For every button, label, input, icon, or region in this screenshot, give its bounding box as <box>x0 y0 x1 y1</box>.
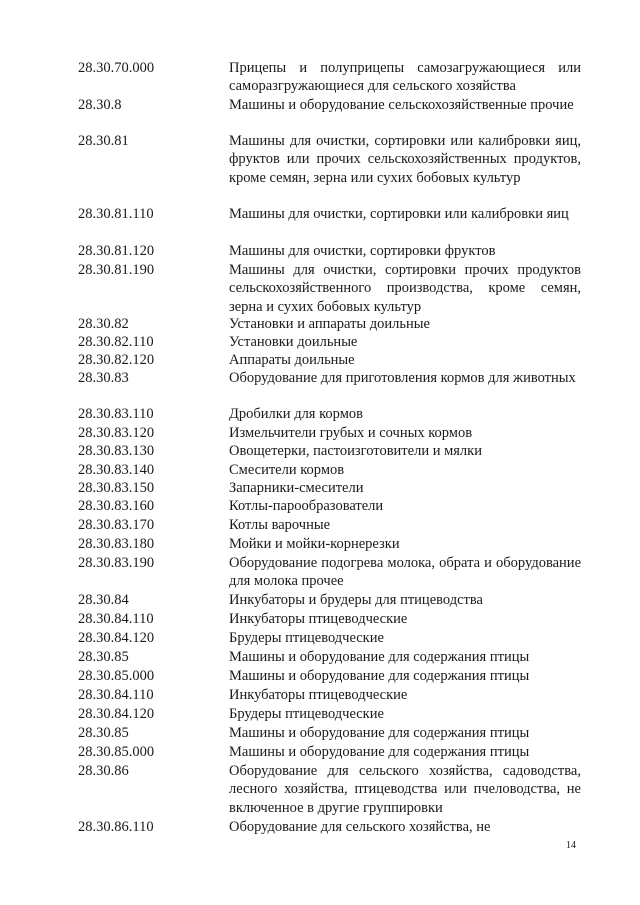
row-description: Машины и оборудование для содержания птицы <box>229 668 530 684</box>
row-code: 28.30.81.110 <box>78 206 154 222</box>
row-code: 28.30.83.140 <box>78 462 155 478</box>
row-description: Дробилки для кормов <box>229 406 363 422</box>
row-code: 28.30.83.130 <box>78 443 155 459</box>
row-code: 28.30.8 <box>78 97 122 113</box>
row-code: 28.30.86 <box>78 763 129 779</box>
row-description: Машины и оборудование для содержания птицы <box>229 744 530 760</box>
row-code: 28.30.84.120 <box>78 630 155 646</box>
row-description: Машины для очистки, сортировки или калибровки яиц, фруктов или прочих сельскохозяйственных продуктов, кроме семян, зерна или сухих бобовых культур <box>229 133 581 186</box>
row-description: Установки доильные <box>229 334 358 350</box>
row-code: 28.30.83 <box>78 370 129 386</box>
row-code: 28.30.83.160 <box>78 498 155 514</box>
row-description: Измельчители грубых и сочных кормов <box>229 425 473 441</box>
row-code: 28.30.82.110 <box>78 334 154 350</box>
row-description: Запарники-смесители <box>229 480 364 496</box>
row-code: 28.30.81.190 <box>78 262 155 278</box>
row-code: 28.30.86.110 <box>78 819 154 835</box>
row-description: Смесители кормов <box>229 462 345 478</box>
row-description: Машины для очистки, сортировки или калибровки яиц <box>229 206 569 222</box>
row-code: 28.30.85 <box>78 649 129 665</box>
row-code: 28.30.83.180 <box>78 536 155 552</box>
row-description: Машины для очистки, сортировки фруктов <box>229 243 496 259</box>
row-description: Оборудование для сельского хозяйства, не <box>229 819 491 835</box>
row-code: 28.30.82.120 <box>78 352 155 368</box>
row-description: Аппараты доильные <box>229 352 355 368</box>
row-code: 28.30.70.000 <box>78 60 155 76</box>
row-description: Овощетерки, пастоизготовители и мялки <box>229 443 482 459</box>
row-description: Машины и оборудование для содержания птицы <box>229 649 530 665</box>
row-description: Машины и оборудование сельскохозяйственные прочие <box>229 97 574 113</box>
row-description: Оборудование подогрева молока, обрата и оборудование для молока прочее <box>229 555 581 590</box>
row-code: 28.30.84.110 <box>78 687 154 703</box>
row-code: 28.30.84 <box>78 592 129 608</box>
row-description: Котлы варочные <box>229 517 331 533</box>
row-code: 28.30.81 <box>78 133 129 149</box>
row-description: Мойки и мойки-корнерезки <box>229 536 400 552</box>
row-description: Оборудование для сельского хозяйства, садоводства, лесного хозяйства, птицеводства или пчеловодства, не включенное в другие группировки <box>229 763 581 816</box>
row-code: 28.30.85 <box>78 725 129 741</box>
row-description: Установки и аппараты доильные <box>229 316 430 332</box>
row-code: 28.30.83.150 <box>78 480 155 496</box>
row-description: Брудеры птицеводческие <box>229 706 384 722</box>
row-code: 28.30.83.110 <box>78 406 154 422</box>
row-code: 28.30.81.120 <box>78 243 155 259</box>
row-description: Инкубаторы птицеводческие <box>229 687 408 703</box>
row-code: 28.30.82 <box>78 316 129 332</box>
page-number: 14 <box>566 840 576 851</box>
row-description: Инкубаторы птицеводческие <box>229 611 408 627</box>
row-code: 28.30.83.190 <box>78 555 155 571</box>
row-code: 28.30.83.170 <box>78 517 155 533</box>
row-code: 28.30.83.120 <box>78 425 155 441</box>
row-description: Брудеры птицеводческие <box>229 630 384 646</box>
row-description: Котлы-парообразователи <box>229 498 384 514</box>
row-description: Машины для очистки, сортировки прочих продуктов сельскохозяйственного производства, кроме семян, зерна и сухих бобовых культур <box>229 262 581 315</box>
row-description: Инкубаторы и брудеры для птицеводства <box>229 592 483 608</box>
row-description: Машины и оборудование для содержания птицы <box>229 725 530 741</box>
row-description: Прицепы и полуприцепы самозагружающиеся или саморазгружающиеся для сельского хозяйства <box>229 60 581 95</box>
row-code: 28.30.85.000 <box>78 744 155 760</box>
row-description: Оборудование для приготовления кормов для животных <box>229 370 576 386</box>
row-code: 28.30.84.120 <box>78 706 155 722</box>
row-code: 28.30.84.110 <box>78 611 154 627</box>
row-code: 28.30.85.000 <box>78 668 155 684</box>
